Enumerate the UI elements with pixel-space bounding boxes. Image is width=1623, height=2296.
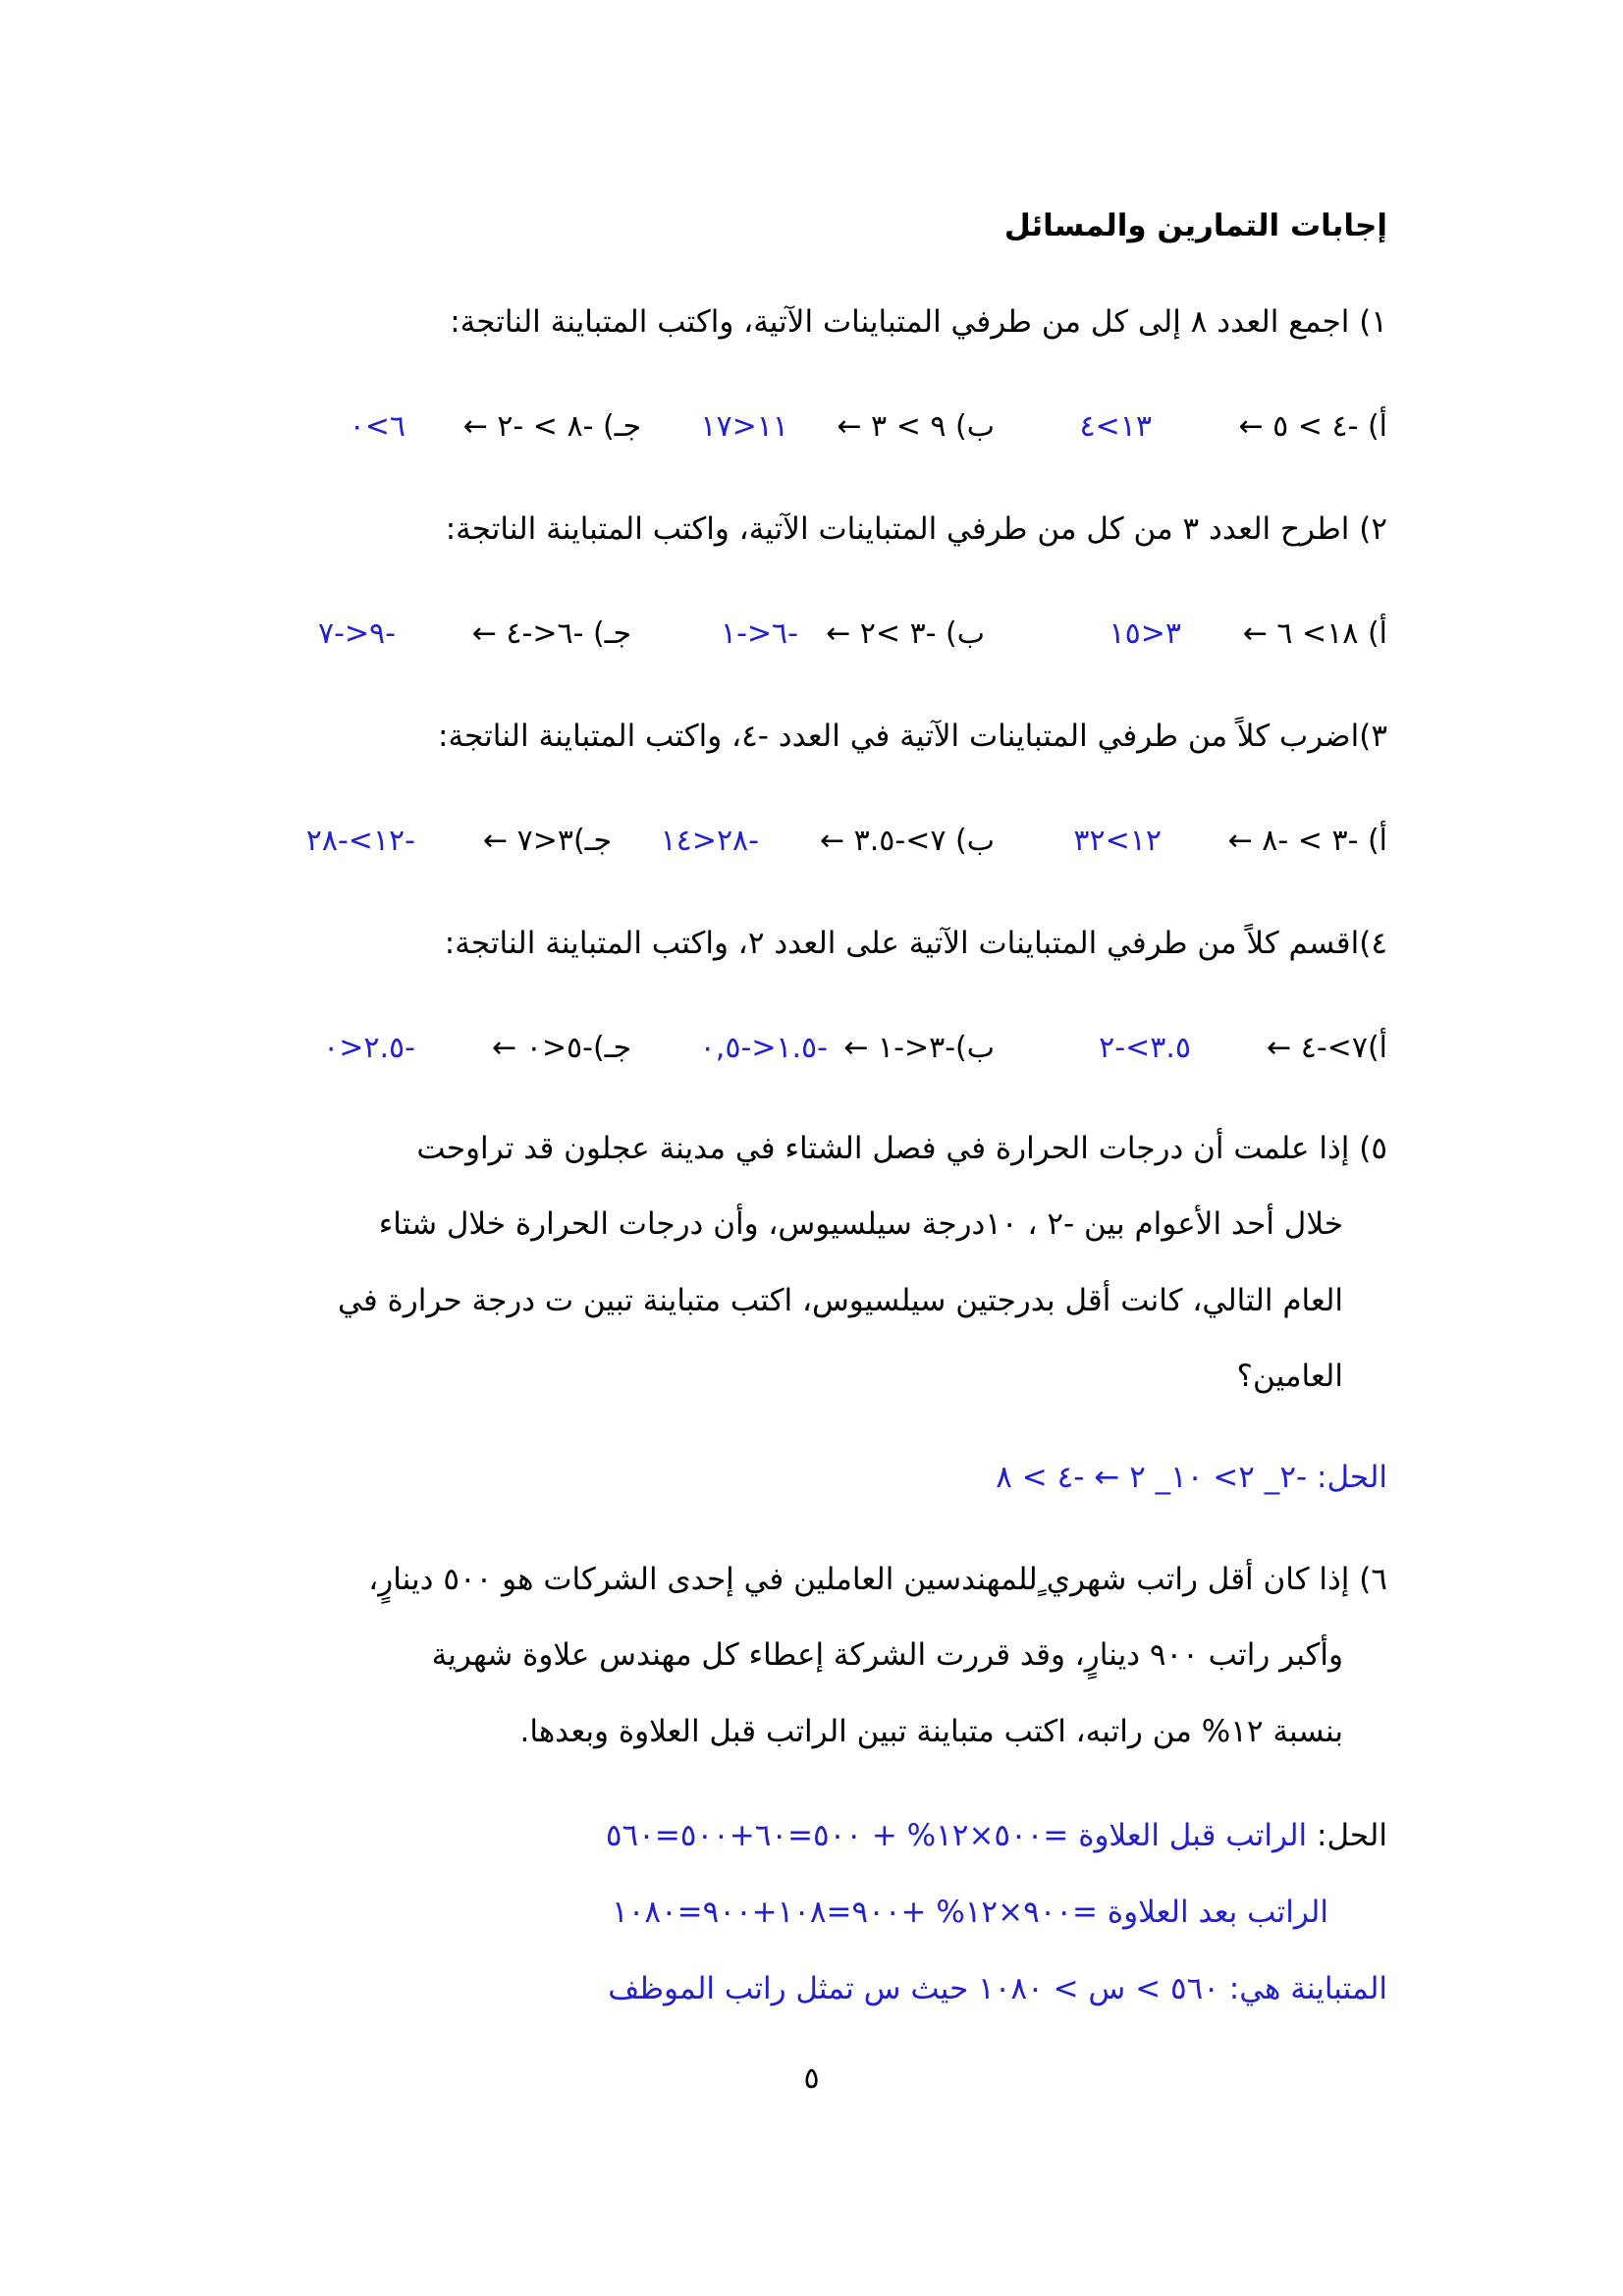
q2-part-b: ب) -٣ >٢ ← [826, 616, 985, 651]
q4-part-a: أ)٧>-٤ ← [1267, 1031, 1387, 1065]
question-5-line-4: العامين؟ [1236, 1359, 1343, 1394]
question-5-solution: الحل: -٢_ ٢> ١٠_ ٢ ← -٤ > ٨ [996, 1460, 1387, 1495]
question-3-text: ٣)اضرب كلاً من طرفي المتباينات الآتية في العدد -٤، واكتب المتباينة الناتجة: [438, 719, 1387, 754]
q3-part-b-answer: -٢٨<١٤ [660, 824, 759, 858]
q1-part-b: ب) ٩ > ٣ ← [837, 409, 995, 444]
q2-part-c-answer: -٩<-٧ [317, 616, 396, 651]
question-4-text: ٤)اقسم كلاً من طرفي المتباينات الآتية على العدد ٢، واكتب المتباينة الناتجة: [444, 926, 1387, 961]
q1-part-c-answer: ٦>٠ [349, 409, 406, 444]
q2-part-b-answer: -٦<-١ [720, 616, 798, 651]
question-1-text: ١) اجمع العدد ٨ إلى كل من طرفي المتباينات الآتية، واكتب المتباينة الناتجة: [450, 304, 1387, 340]
question-6-solution-line-2: الراتب بعد العلاوة =٩٠٠×١٢% +٩٠٠=١٠٨+٩٠٠=١٠٨٠ [612, 1895, 1328, 1930]
q4-part-b: ب)-٣<-١ ← [843, 1031, 995, 1065]
question-5-line-2: خلال أحد الأعوام بين -٢ ، ١٠درجة سيلسيوس، وأن درجات الحرارة خلال شتاء [378, 1206, 1343, 1242]
q2-part-a-answer: ٣<١٥ [1109, 616, 1181, 651]
question-1-answers [236, 405, 1387, 449]
q4-part-b-answer: -١.٥<-٠,٥ [699, 1031, 828, 1065]
question-5-line-3: العام التالي، كانت أقل بدرجتين سيلسيوس، اكتب متباينة تبين ت درجة حرارة في [338, 1283, 1343, 1318]
question-2-answers [236, 613, 1387, 656]
q4-part-a-answer: ٣.٥>-٢ [1099, 1031, 1191, 1065]
q4-part-c-answer: -٢.٥<٠ [323, 1031, 415, 1065]
q3-part-c-answer: -١٢>-٢٨ [305, 824, 415, 858]
question-6-line-3: بنسبة ١٢% من راتبه، اكتب متباينة تبين الراتب قبل العلاوة وبعدها. [519, 1714, 1343, 1749]
q4-part-c: جـ)-٥<٠ ← [492, 1031, 631, 1065]
question-3-answers [236, 820, 1387, 863]
question-6-line-2: وأكبر راتب ٩٠٠ دينارٍ، وقد قررت الشركة إعطاء كل مهندس علاوة شهرية [431, 1637, 1343, 1673]
q3-part-a: أ) -٣ > -٨ ← [1227, 824, 1387, 858]
page-title: إجابات التمارين والمسائل [1003, 208, 1387, 243]
question-6-line-1: ٦) إذا كان أقل راتب شهري ٍللمهندسين العاملين في إحدى الشركات هو ٥٠٠ دينارٍ، [368, 1562, 1387, 1597]
q1-part-a-answer: ١٣>٤ [1079, 409, 1152, 444]
q3-part-c: جـ)٣<٧ ← [482, 824, 612, 858]
question-2-text: ٢) اطرح العدد ٣ من كل من طرفي المتباينات الآتية، واكتب المتباينة الناتجة: [445, 511, 1387, 547]
solution-label: الحل: [1317, 1818, 1387, 1853]
question-6-solution-line-1 [226, 1814, 1387, 1857]
q2-part-a: أ) ١٨> ٦ ← [1242, 616, 1387, 651]
q2-part-c: جـ) -٦<-٤ ← [471, 616, 631, 651]
q1-part-a: أ) -٤ > ٥ ← [1238, 409, 1387, 444]
question-5-line-1: ٥) إذا علمت أن درجات الحرارة في فصل الشتاء في مدينة عجلون قد تراوحت [416, 1131, 1387, 1166]
q3-part-a-answer: ١٢>٣٢ [1073, 824, 1162, 858]
q3-part-b: ب) ٧>-٣.٥ ← [819, 824, 995, 858]
q1-part-b-answer: ١١<١٧ [700, 409, 788, 444]
question-6-solution-line-3: المتباينة هي: ٥٦٠ > س > ١٠٨٠ حيث س تمثل راتب الموظف [608, 1971, 1387, 2006]
solution-before-raise: الراتب قبل العلاوة =٥٠٠×١٢% + ٥٠٠=٦٠+٥٠٠=٥٦٠ [605, 1818, 1308, 1853]
question-4-answers [236, 1027, 1387, 1070]
page-number: ٥ [803, 2061, 820, 2096]
q1-part-c: جـ) -٨ > -٢ ← [462, 409, 641, 444]
